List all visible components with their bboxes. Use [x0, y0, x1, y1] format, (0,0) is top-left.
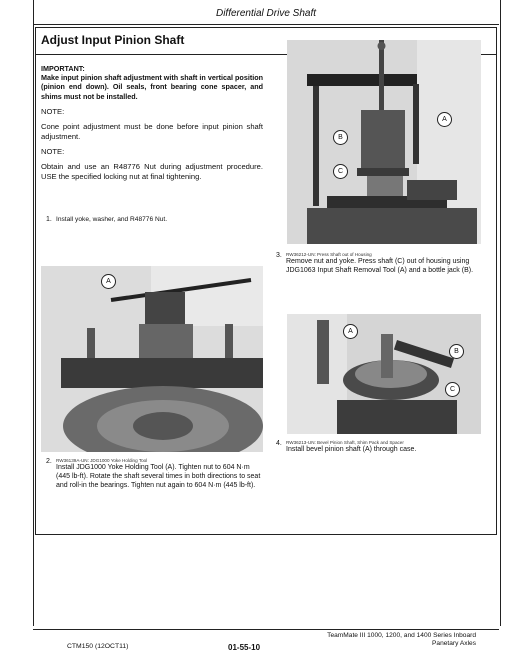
step-number: 1.	[46, 216, 52, 223]
running-header: Differential Drive Shaft	[215, 8, 317, 19]
callout-label-c: C	[333, 164, 348, 179]
step-2	[46, 458, 262, 490]
note-text-2: Obtain and use an R48776 Nut during adjustment procedure. USE the specified locking nut at final tightening.	[41, 162, 263, 181]
callout-label-a: A	[101, 274, 116, 289]
note-label-1: NOTE:	[41, 106, 65, 116]
step-number: 2.	[46, 458, 52, 465]
note-label-2: NOTE:	[41, 147, 65, 157]
press-illustration	[287, 40, 481, 244]
note-text-1: Cone point adjustment must be done before input pinion shaft adjustment.	[41, 122, 263, 141]
figure-caption: RW36213-UN: Bevel Pinion Shaft, Shim Pack and Spacer	[286, 440, 404, 445]
step-text: Install bevel pinion shaft (A) through case.	[286, 446, 417, 453]
footer-rule	[33, 629, 499, 630]
callout-label-a: A	[437, 112, 452, 127]
figure-bevel-pinion-shaft	[287, 314, 481, 434]
figure-caption: RW36212-UN: Press Shaft out of Housing	[286, 252, 372, 257]
step-3	[276, 252, 482, 276]
step-number: 4.	[276, 440, 282, 447]
callout-label-b: B	[333, 130, 348, 145]
header-rule	[33, 24, 499, 25]
yoke-illustration	[41, 266, 263, 452]
pinion-illustration	[287, 314, 481, 434]
section-title: Adjust Input Pinion Shaft	[41, 33, 185, 47]
step-text: Install yoke, washer, and R48776 Nut.	[56, 216, 168, 223]
intro-column	[41, 64, 263, 182]
figure-press-shaft	[287, 40, 481, 244]
figure-caption: RW36139A-UN: JDG1000 Yoke Holding Tool	[56, 458, 148, 463]
figure-yoke-holding-tool	[41, 266, 263, 452]
important-label: IMPORTANT:	[41, 64, 85, 73]
callout-label-c: C	[445, 382, 460, 397]
footer-doc-id: CTM150 (12OCT11)	[67, 643, 129, 650]
footer-series-title: TeamMate III 1000, 1200, and 1400 Series Inboard Panetary Axles	[327, 632, 476, 647]
step-number: 3.	[276, 252, 282, 259]
step-text: Install JDG1000 Yoke Holding Tool (A). Tighten nut to 604 N·m (445 lb-ft). Rotate the shaft several times in both directions to seat and roll-in the bearings. Tighten nut again to 604 N·m (445 lb-ft).	[56, 464, 261, 489]
step-4	[276, 440, 482, 455]
callout-label-a: A	[343, 324, 358, 339]
step-1	[46, 216, 261, 225]
footer-page-number: 01-55-10	[228, 643, 261, 652]
callout-label-b: B	[449, 344, 464, 359]
important-text: Make input pinion shaft adjustment with shaft in vertical position (pinion end down). Oil seals, front bearing cone spacer, and shims must not be installed.	[41, 73, 263, 101]
step-text: Remove nut and yoke. Press shaft (C) out of housing using JDG1063 Input Shaft Removal Tool (A) and a bottle jack (B).	[286, 258, 474, 274]
